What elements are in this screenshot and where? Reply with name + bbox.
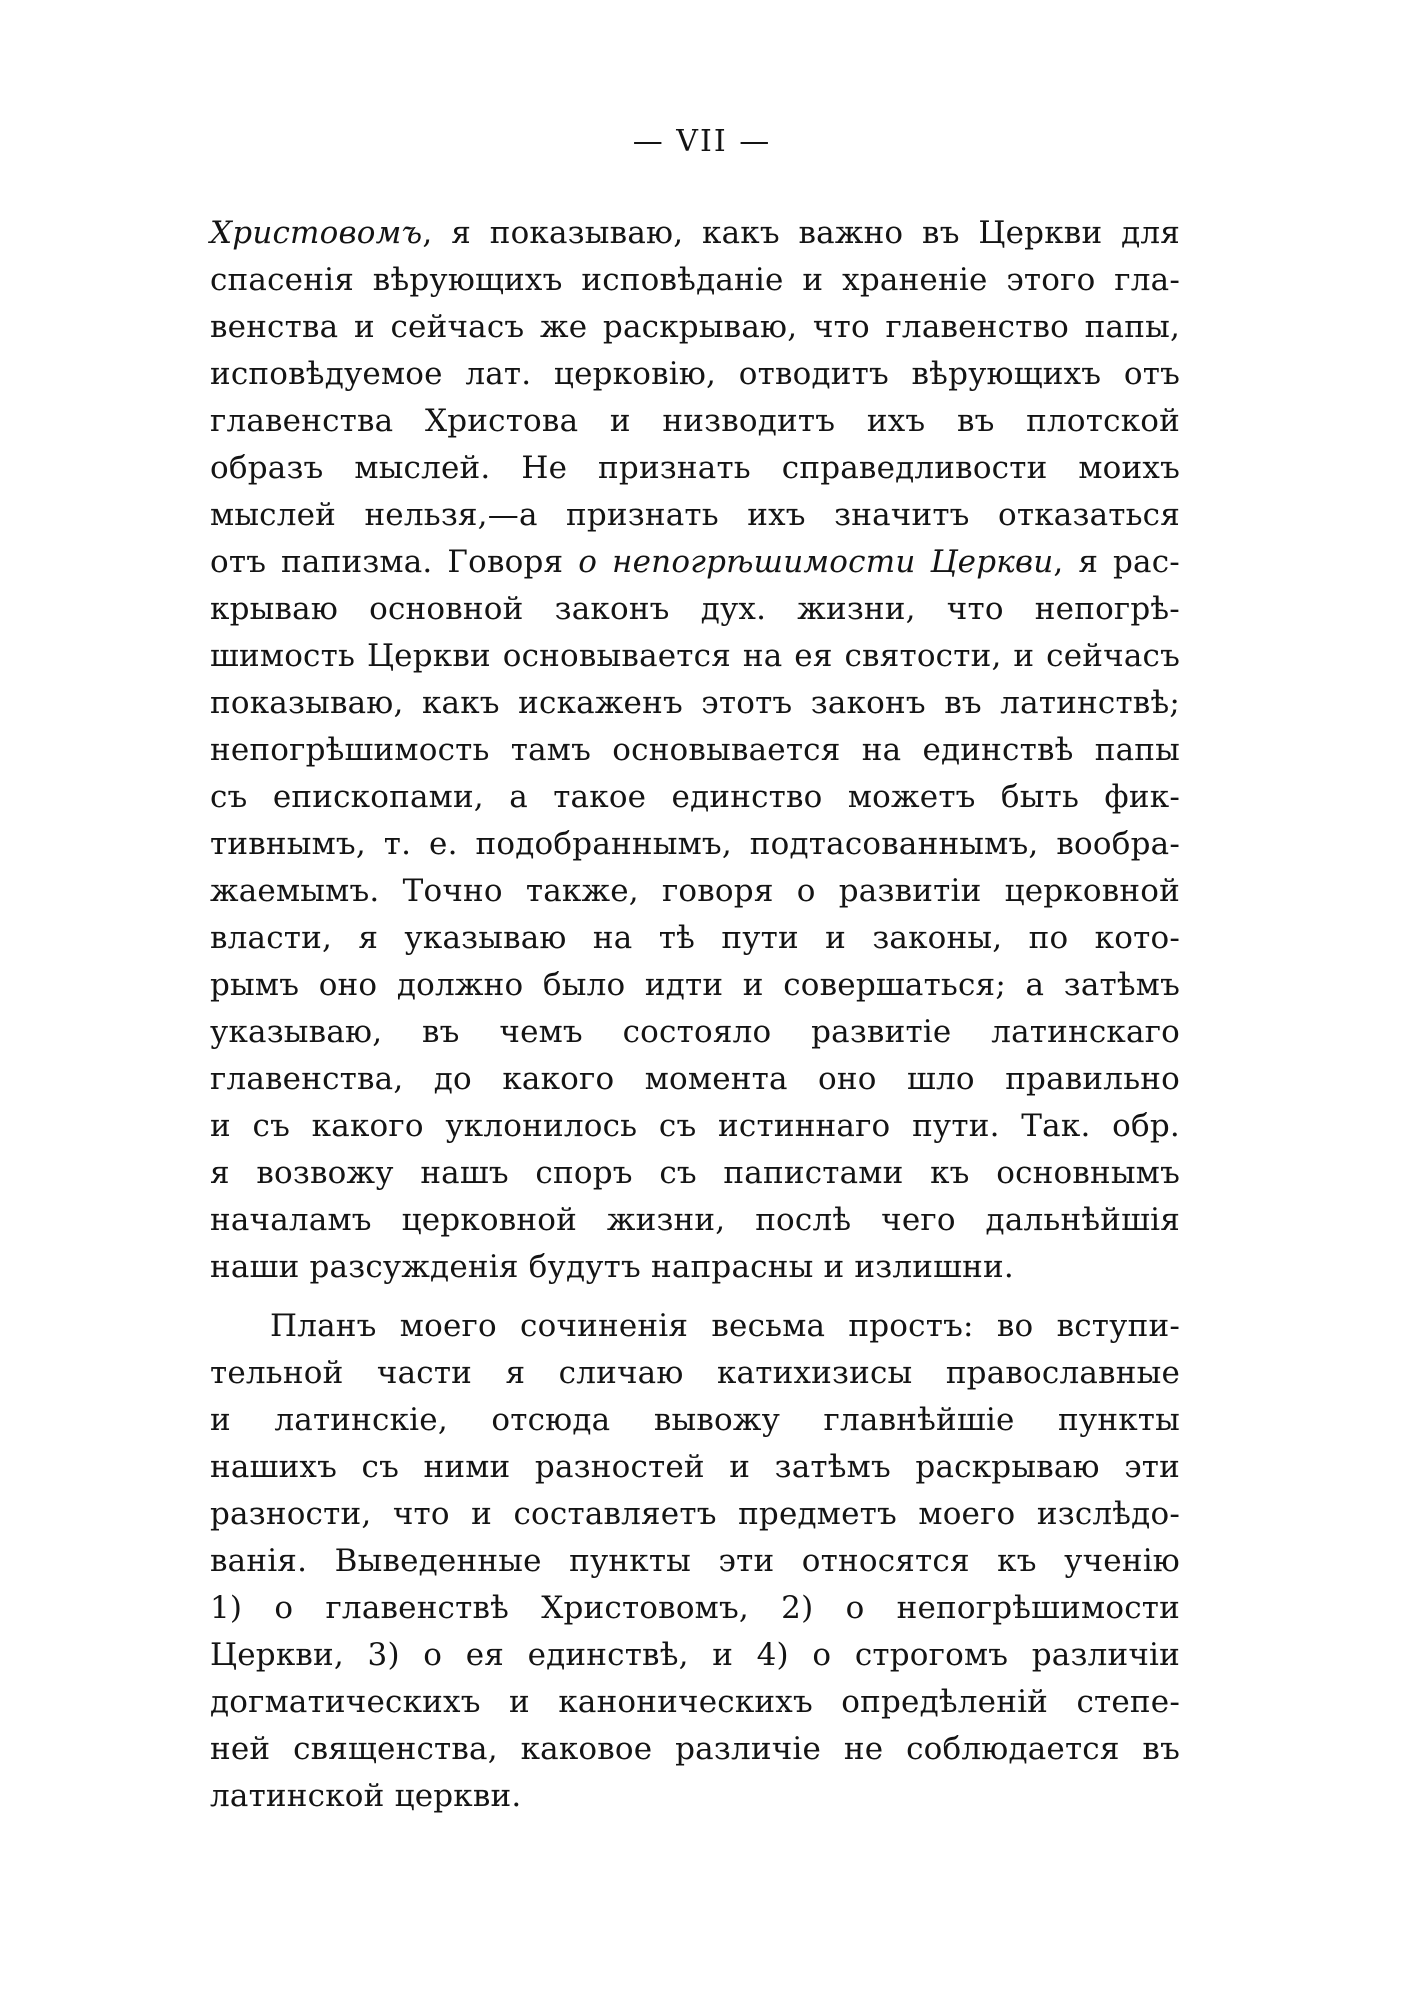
text-line: исповѣдуемое лат. церковію, отводитъ вѣрующихъ отъ: [210, 356, 1180, 392]
text-line: показываю, какъ искаженъ этотъ законъ въ латинствѣ;: [210, 685, 1180, 721]
text-line: венства и сейчасъ же раскрываю, что главенство папы,: [210, 309, 1180, 345]
text-line: главенства Христова и низводитъ ихъ въ плотской: [210, 403, 1180, 439]
text-line: рымъ оно должно было идти и совершаться; а затѣмъ: [210, 967, 1180, 1003]
text-line: догматическихъ и каноническихъ опредѣленій степе-: [210, 1684, 1180, 1720]
text-line: главенства, до какого момента оно шло правильно: [210, 1061, 1180, 1097]
text-line: крываю основной законъ дух. жизни, что непогрѣ-: [210, 591, 1180, 627]
page-number: — VII —: [632, 124, 772, 159]
text-line: нашихъ съ ними разностей и затѣмъ раскрываю эти: [210, 1449, 1180, 1485]
text-line: съ епископами, а такое единство можетъ быть фик-: [210, 779, 1180, 815]
paragraph-gap: [210, 1291, 1180, 1303]
text-line: тивнымъ, т. е. подобраннымъ, подтасованнымъ, вообра-: [210, 826, 1180, 862]
text-line: ней священства, каковое различіе не соблюдается въ: [210, 1731, 1180, 1767]
paragraph-1: [210, 210, 1180, 1291]
text-line: указываю, въ чемъ состояло развитіе латинскаго: [210, 1014, 1180, 1050]
text-line: спасенія вѣрующихъ исповѣданіе и храненіе этого гла-: [210, 262, 1180, 298]
text-line: и съ какого уклонилось съ истиннаго пути. Так. обр.: [210, 1108, 1180, 1144]
text-line: непогрѣшимость тамъ основывается на единствѣ папы: [210, 732, 1180, 768]
text-line: мыслей нельзя,—а признать ихъ значитъ отказаться: [210, 497, 1180, 533]
text-line: отъ папизма. Говоря о непогрѣшимости Церкви, я рас-: [210, 544, 1180, 580]
text-line: и латинскіе, отсюда вывожу главнѣйшіе пункты: [210, 1402, 1180, 1438]
body-text: [210, 210, 1180, 1820]
text-line: образъ мыслей. Не признать справедливости моихъ: [210, 450, 1180, 486]
text-line: шимость Церкви основывается на ея святости, и сейчасъ: [210, 638, 1180, 674]
paragraph-2: [210, 1303, 1180, 1820]
text-line: жаемымъ. Точно также, говоря о развитіи церковной: [210, 873, 1180, 909]
text-line: Церкви, 3) о ея единствѣ, и 4) о строгомъ различіи: [210, 1637, 1180, 1673]
text-line: началамъ церковной жизни, послѣ чего дальнѣйшія: [210, 1202, 1180, 1238]
text-line: я возвожу нашъ споръ съ папистами къ основнымъ: [210, 1155, 1180, 1191]
text-line: разности, что и составляетъ предметъ моего изслѣдо-: [210, 1496, 1180, 1532]
text-line: наши разсужденія будутъ напрасны и излишни.: [210, 1249, 1014, 1285]
text-line: ванія. Выведенные пункты эти относятся къ ученію: [210, 1543, 1180, 1579]
text-line: тельной части я сличаю катихизисы православные: [210, 1355, 1180, 1391]
text-line: Христовомъ, я показываю, какъ важно въ Церкви для: [210, 215, 1180, 251]
text-line: Планъ моего сочиненія весьма простъ: во вступи-: [270, 1308, 1180, 1344]
text-line: власти, я указываю на тѣ пути и законы, по кото-: [210, 920, 1180, 956]
italic-term: о непогрѣшимости Церкви: [578, 544, 1054, 580]
text-line: 1) о главенствѣ Христовомъ, 2) о непогрѣшимости: [210, 1590, 1180, 1626]
italic-term: Христовомъ: [210, 215, 423, 251]
text-line: латинской церкви.: [210, 1778, 522, 1814]
